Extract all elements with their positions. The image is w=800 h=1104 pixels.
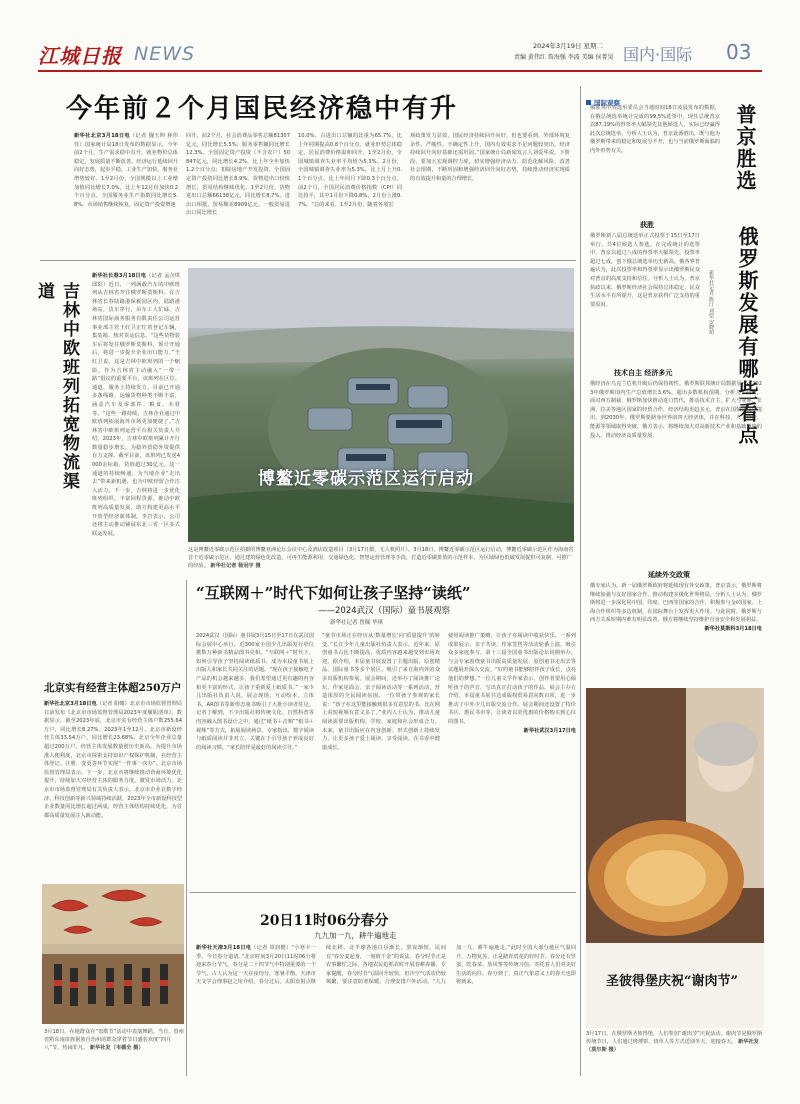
putin-intro: 俄联邦中央选举委员会当地时间18日凌晨发布的数据，在俄总统选举统计完成的99.5%选票中，现任总统普京以87.19%的得票率大幅领先其他候选人，实际已经赢得此次总统选举。分析人士认为，普京此番胜出，既与他为俄罗斯带来的稳定和发展分不开，也与当前俄罗斯面临的内外形势有关。 <box>590 105 720 154</box>
chunfen-headline: 20日11时06分春分 <box>260 913 389 929</box>
putin-headline-b: 俄罗斯发展有哪些看点 <box>735 226 759 446</box>
childread-credit: 新华社武汉3月17日电 <box>523 727 576 734</box>
childread-col-3: 使用阅读推广策略，让孩子在阅读中收获快乐。一系列成果展示、亲子共读、作家签售等活动轮番上演，吸引众多家庭参与。第十三届全国童书出版论坛同期举办，与会专家围绕童书出版高质量发展、原创童书走出去等议题展开深入交流。“好的童书能够陪伴孩子成长，点亮他们的梦想。”一位儿童文学作家表示，创作者要用心倾听孩子的声音，写出真正打动孩子的作品。展会主办方介绍，本届童书展共达成版权贸易意向数百项，进一步推动了中外少儿出版交流合作。展会期间还设置了特价书区、惠民书市等，让读者以更优惠的价格购买到心仪的图书。 新华社武汉3月17日电 <box>448 633 576 734</box>
newspaper-logo: 江城日报 <box>38 44 122 68</box>
putin-p3: 俄专家认为，新一届俄罗斯政府将延续现有外交政策。普京表示，俄罗斯将继续加强与友好国家合作，推动构建多极化世界格局。分析人士认为，俄罗斯将进一步深化同中国、印度、巴西等国家的合作，积极参与金砖国家、上海合作组织等多边机制，在国际舞台上发挥更大作用。与此同时，俄罗斯与西方关系短期内难有明显改善，俄方将继续坚持维护自身安全和发展利益。 新华社莫斯科3月18日电 <box>590 583 762 632</box>
section-name: 国内·国际 <box>623 45 693 64</box>
boao-caption: 这是博鳌近零碳示范区拍摄的博鳌亚洲论坛会议中心及酒店改造项目（3月17日摄，无人机照片）。3月18日，博鳌近零碳示范区运行启动，博鳌近零碳示范区作为海南省首个近零碳示范区，通过建筑绿色化改造、可再生能源利用、交通绿色化、智慧运营管理等手段，打造近零碳排放的示范样本，为区域绿色低碳发展提供可复制、可推广的经验。 新华社记者 杨冠宇 摄 <box>188 547 574 569</box>
spb-headline: 圣彼得堡庆祝“谢肉节” <box>606 974 738 989</box>
boao-headline: 博鳌近零碳示范区运行启动 <box>258 469 474 489</box>
childread-col-1: 2024武汉（国际）童书展3月15日至17日在武汉国际会展中心举行，近300家全国少儿出版发行单位携数万种新书精品图书亮相。“互联网＋”时代下，如何引导孩子坚持阅读纸质书，成为本届童书展上出版人和家长共同关注的话题。“现在孩子接触电子产品的机会越来越多，我们希望通过更有趣的内容和更丰富的形式，让孩子重新爱上纸质书。”一家少儿出版社负责人说。展会现场，互动绘本、立体书、AR图书等新形态童书吸引了大批小读者驻足。记者了解到，不少出版社将传统文化、自然科普等内容融入图书设计之中，通过“纸书＋音频”“纸书＋视频”等方式，拓展阅读场景。专家指出，数字阅读与纸质阅读并非对立，关键在于引导孩子养成良好的阅读习惯。“家长陪伴是最好的阅读引导。” <box>196 633 314 751</box>
putin-credit: 新华社莫斯科3月18日电 <box>704 625 762 632</box>
masthead-rule <box>38 70 762 72</box>
childread-subtitle: ——2024武汉（国际）童书展观察 <box>318 606 451 616</box>
lead-col-3: 10.0%，占进出口总额的比重为65.7%，比上年同期提高0.8个百分点。就业形势总体稳定，居民消费价格温和回升。1至2月份，全国城镇调查失业率平均值为5.3%。2月份，全国城镇调查失业率为5.3%，比上月上升0.1个百分点，比上年同月下降0.3个百分点。前2个月，全国居民消费价格指数（CPI）同比持平，其中1月份下降0.8%，2月份上涨0.7%。“总的来看，1至2月份，随着各项宏 <box>298 133 402 208</box>
lead-col-2: 回升。前2个月，社会消费品零售总额81307亿元，同比增长5.5%；服务零售额同比增长12.3%。全国固定资产投资（不含农户）50847亿元，同比增长4.2%，比上年全年加快1.2个百分点；扣除房地产开发投资，全国固定资产投资同比增长8.9%。货物进出口较快增长，贸易结构继续优化。1至2月份，货物进出口总额66138亿元，同比增长8.7%。进出口相抵，贸易顺差8909亿元。一般贸易进出口同比增长 <box>186 133 290 217</box>
right-column-divider <box>580 86 581 1076</box>
dance-caption: 3月18日，在地群众在“盘歌节”活动中表演舞蹈。当日，贵州省黔东南苗族侗族自治州的群众穿着节日盛装欢度“四月八”节，热闹非凡。 新华社发（韦德全 摄） <box>44 1029 184 1051</box>
chunfen-subtitle: 九九加一九，耕牛遍地走 <box>314 931 397 940</box>
intl-observe-tag: 国际观察 <box>586 90 706 100</box>
chunfen-byline: 新华社天津3月18日电 <box>196 945 252 951</box>
putin-h1: 获胜 <box>640 220 654 229</box>
putin-headline-a: 普京胜选 <box>733 104 757 192</box>
boao-credit: 新华社记者 杨冠宇 摄 <box>210 563 261 569</box>
jilin-headline: 吉林中欧班列拓宽物流渠道 <box>34 282 79 491</box>
childread-rule <box>190 892 576 893</box>
lead-byline: 新华社北京3月18日电 <box>74 133 130 139</box>
childread-col-2: “童书市场正在经历从‘数量增长’向‘质量提升’的转变。”长江少年儿童出版社负责人表示，近年来，原创童书占比不断提高，优质内容越来越受到市场欢迎。据介绍，本届童书展设置了主题出版、原创精品、国际童书等多个展区，吸引了来自海内外的众多出版机构参展。展会期间，还举办了阅读推广论坛、作家见面会、亲子阅读活动等一系列活动，营造浓厚的全民阅读氛围。一位带孩子参观的家长说：“孩子在这里能接触到很多有意思的书，比在网上看短视频有意义多了。”业内人士认为，推动儿童阅读需要出版机构、学校、家庭和社会形成合力。未来，童书出版应在内容创新、形式创新上持续发力，让更多孩子爱上阅读、享受阅读，在书香中健康成长。 <box>322 633 440 751</box>
jilin-byline: 新华社长春3月18日电 <box>92 273 147 279</box>
putin-p1: 俄罗斯新八届总统选举正式投票于15日至17日举行，共4位候选人参选。在完成统计的选票中，普京以超过八成的得票率大幅领先，投票率超过七成，创下俄总统选举历史新高。俄各界普遍认为，此次投票率和得票率显示出俄罗斯民众对普京的高度支持和信任。分析人士认为，普京执政以来，俄罗斯经济社会保持总体稳定，民众生活水平有所提升，这是普京获得广泛支持的重要原因。 <box>590 233 700 308</box>
chunfen-body: 新华社天津3月18日电（记者 周润健）“小寒卡一季，今日春分道清。”北京时间3月20日11时06分将迎来春分节气。春分是二十四节气中特别重要的一个节气，古人认为这一天昼夜均分，寒暑平衡。天津市天文学会理事赵之珩介绍，春分过后，太阳直射点继续北移，北半球各地白昼渐长，黑夜渐短。民间有“春分麦起身，一刻值千金”的说法，春分时节正是农事繁忙之际，各地农民抢抓农时开展春耕春播。专家提醒，春分时节气温回升较快，但冷空气活动仍较频繁，要注意防寒保暖，合理安排户外活动。“九九加一九，耕牛遍地走。”此时全国大部分地区气温回升，万物复苏，正是踏青赏花的好时节。春分还有竖蛋、吃春菜、放风筝等传统习俗，寄托着人们对美好生活的向往。春分到了，真正气象意义上的春天也即将到来。 <box>196 945 576 986</box>
beijing-body: 新华社北京3月18日电（记者 阳娜）北京市市场监督管理局日前发布《北京市市场监督管理局2023年度履职清单》。数据显示，截至2023年底，北京市实有经营主体户数255.64万户，同比增长8.27%。2023年1至12月，北京市新设经营主体33.54万户，同比增长23.68%。北京全年企业总量超过200万户，经营主体发展数量创历史新高。为提升市场准入便利度，北京市探索支持知识产权保护机制，在经营主体登记、注册、变更等环节实现“一件事一次办”。北京市场监督管理局表示，下一步，北京市将继续推动营商环境优化提升，持续加大对经营主体的服务力度，激发市场活力。北京市市场监督管理局有关负责人表示，北京市企业在数字经济、科技创新等新兴领域持续活跃，2023年全市新设科技型企业数量同比增长超过两成，经营主体结构持续优化，为首都高质量发展注入新动能。 <box>44 701 182 819</box>
page-number: 03 <box>726 40 752 64</box>
lead-rule <box>40 260 576 261</box>
dance-credit: 新华社发（韦德全 摄） <box>89 1045 144 1051</box>
spb-photo <box>586 688 764 1028</box>
news-brand: NEWS <box>134 43 196 65</box>
putin-h2: 技术自主 经济多元 <box>614 368 673 377</box>
dance-scene <box>42 884 184 1024</box>
lead-col-1: 新华社北京3月18日电（记者 魏玉坤 林伟佳）国家统计局18日发布的数据显示，今年前2个月，生产需求稳中有升，就业物价总体稳定，发展质量不断改善，经济运行延续回升向好态势，起步平稳。工业生产加快，服务业增势较好。1至2月份，全国规模以上工业增加值同比增长7.0%，比上年12月份加快0.2个百分点。全国服务业生产指数同比增长5.8%。市场销售继续恢复，固定资产投资增速 <box>74 133 178 208</box>
childread-reporter: 新华社记者 曾佩 毕琪 <box>330 620 383 626</box>
lead-headline: 今年前２个月国民经济稳中有升 <box>66 94 459 124</box>
beijing-byline: 新华社北京3月18日电 <box>44 701 97 707</box>
spb-credit: 新华社发（莫尔斯 摄） <box>586 1039 759 1053</box>
putin-h3: 延续外交政策 <box>648 570 690 579</box>
boao-photo <box>188 268 574 542</box>
beijing-headline: 北京实有经营主体超250万户 <box>44 682 182 694</box>
lead-col-4: 观政策发力显效，国民经济持续回升向好，但也要看到，外部环境复杂性、严峻性、不确定性上升，国内有效需求不足问题较突出，经济持续回升向好基础还需巩固。”国家统计局新闻发言人刘爱华说，下阶段，要加大宏观调控力度，切实增强经济活力、防范化解风险、改善社会预期，不断巩固和增强经济回升向好态势，持续推动经济实现质的有效提升和量的合理增长。 <box>410 133 570 182</box>
putin-reporter: 新华社记者 陈汀 刘恺 安晓萌 <box>708 270 714 335</box>
masthead <box>38 38 768 68</box>
childread-headline: “互联网＋”时代下如何让孩子坚持“读纸” <box>196 584 471 602</box>
left-column-divider <box>186 580 187 1076</box>
spb-caption: 3月17日，在俄罗斯圣彼得堡，人们参加“谢肉节”庆祝活动。谢肉节是俄罗斯传统节日，人们通过烤薄饼、烧草人等方式送别冬天、迎接春天。 新华社发（莫尔斯 摄） <box>586 1031 763 1053</box>
issue-date: 2024年3月19日 星期二 <box>533 42 604 50</box>
boao-aerial-view <box>188 268 574 542</box>
editor-credits: 责编 黄伟红 詹海强 李波 美编 侯菁昊 <box>514 54 614 61</box>
putin-p2: 俄经济在乌克兰危机升级后仍保持韧性。俄罗斯联邦统计局数据显示，2023年俄罗斯国内生产总值增长3.6%，超出多数机构预期。分析人士指出，面对西方制裁，俄罗斯加快推动进口替代，推动技术自主，扩大与亚洲、非洲、拉美等地区国家的经贸合作，经济结构更趋多元。普京在国情咨文中提出，到2030年，俄罗斯要跻身世界前四大经济体，并在科技、人工智能、能源等领域取得突破。俄方表示，将继续加大对高新技术产业和基础设施的投入，推动经济高质量发展。 <box>590 381 762 439</box>
dance-photo <box>42 884 184 1024</box>
jilin-body: 新华社长春3月18日电（记者 孟含琪 邱阳）近日，一列满载汽车的中欧班列从吉林省开往俄罗斯莫斯科。在吉林省长春陆路港保税园区内，陆路港场站，货车穿行，吊车工人忙碌，吉林省国际商务服务有限责任公司运营事业部主管王红卫正忙着登记车辆，集装箱、核对货运信息。“这些货物装车后将发往俄罗斯莫斯科，预计开通后，将进一步提升企业出口能力。”王红卫说。这是吉林中欧班列的一个缩影。作为吉林省主动融入“一带一路”倡议的重要平台，该班列在区位、通道、服务上持续发力，目前已开通多条线路，运输货物种类不断丰富，涵盖汽车及零部件、粮食、木材等。“这些一路持续，吉林企业通过中欧班列拓展海外市场更加便捷了。”吉林省中欧班列运营平台相关负责人介绍，2023年，吉林中欧班列累计开行数量稳步增长，为稳外贸稳外资提供有力支撑。截至目前，该班列已发送4000余标箱，货值超过30亿元。这一通道的持续畅通，为当地企业“走出去”带来新机遇，也为中欧经贸合作注入活力。下一步，吉林将进一步优化班列组织，丰富回程货源，推动中欧班列高质量发展，助力构建更高水平开放型经济新体制。李岩表示，公司还将主动推动铺展东北三省一区多式联运发展。 <box>92 273 180 537</box>
